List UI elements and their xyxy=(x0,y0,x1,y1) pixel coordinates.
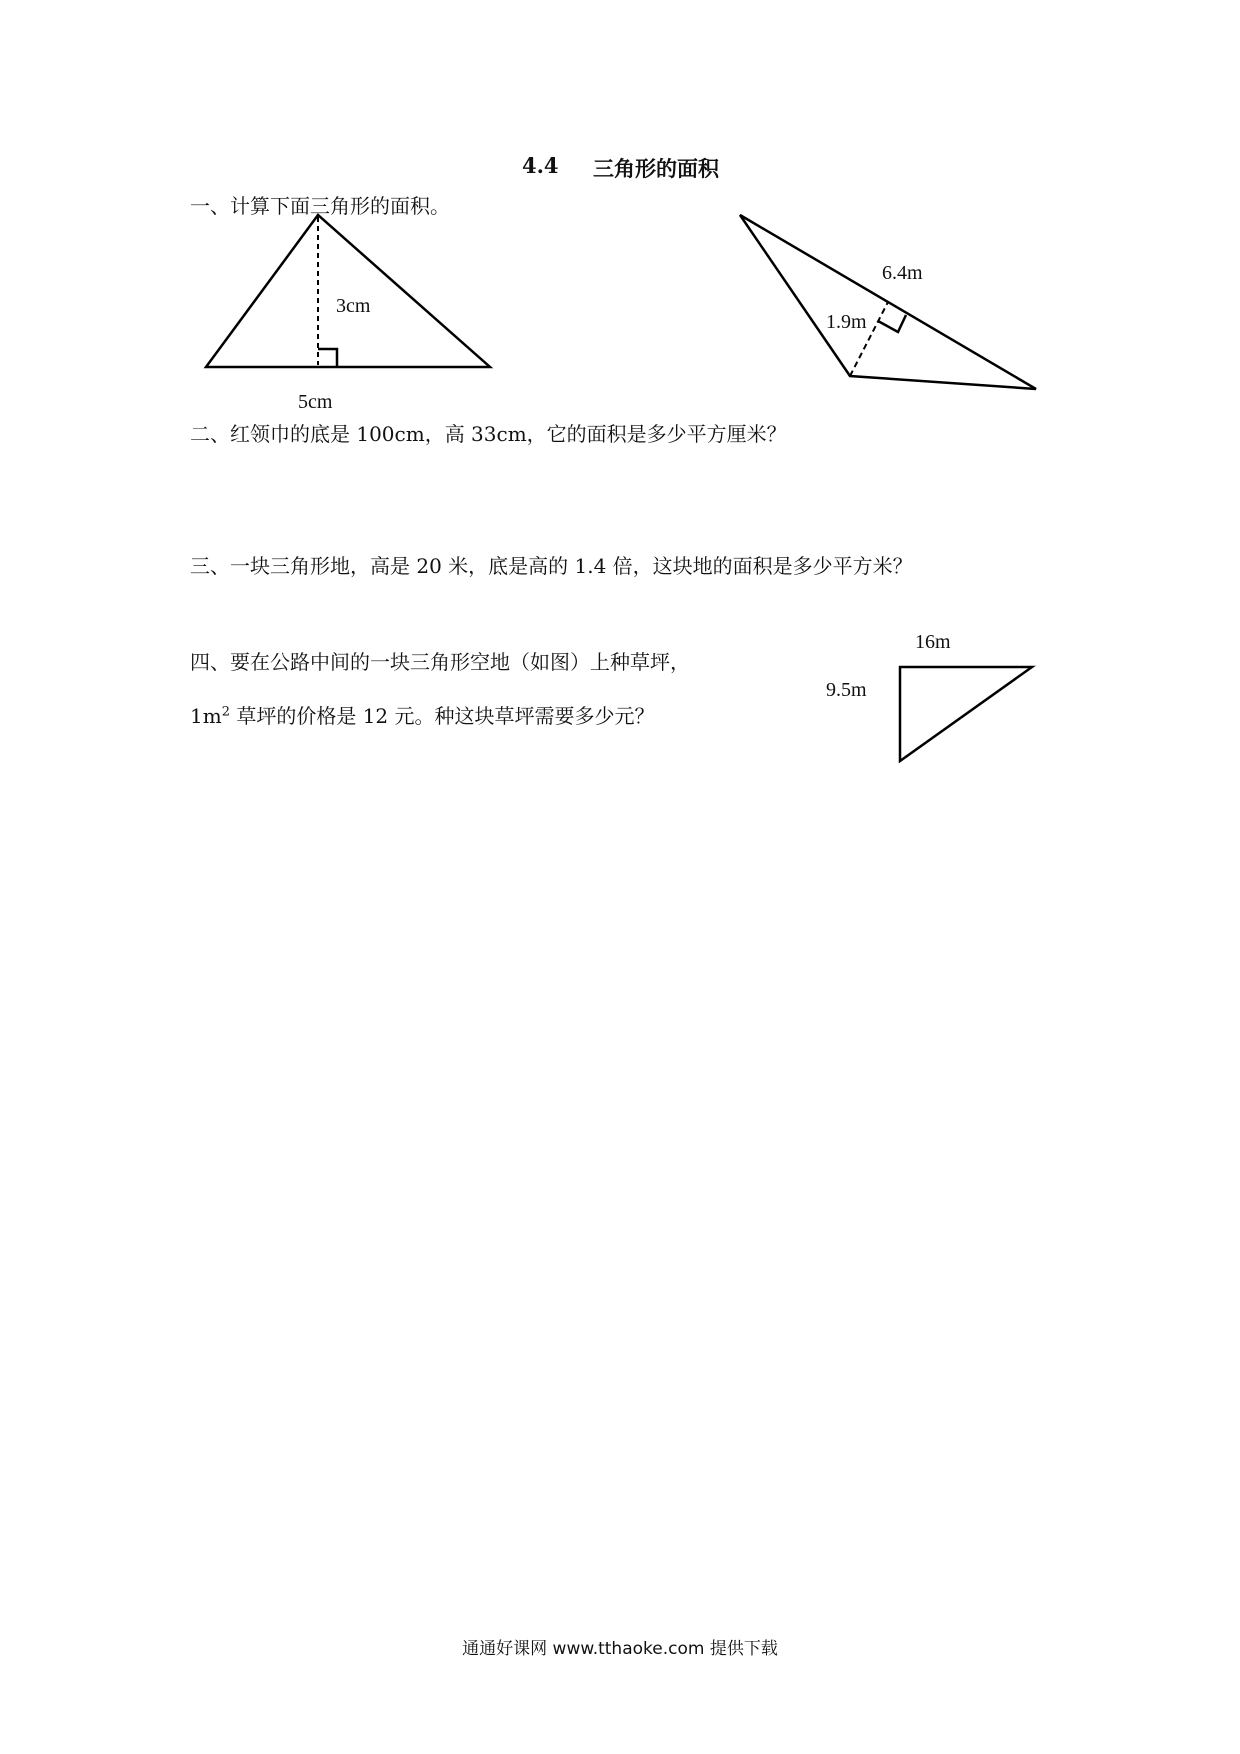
question-2-number: 二、 xyxy=(190,422,230,446)
page-title: 三角形的面积 xyxy=(593,156,719,181)
triangle-a-shape xyxy=(206,215,490,367)
question-4-text-line-2: 草坪的价格是 12 元。种这块草坪需要多少元？ xyxy=(236,704,655,728)
question-3-text: 一块三角形地，高是 20 米，底是高的 1.4 倍，这块地的面积是多少平方米？ xyxy=(230,554,913,578)
right-triangle-shape xyxy=(900,667,1032,761)
footer-text: 通通好课网 www.tthaoke.com 提供下载 xyxy=(462,1639,778,1659)
triangle-a-base-label: 5cm xyxy=(298,391,333,413)
triangle-a-height-label: 3cm xyxy=(336,295,371,317)
question-4-line-1 xyxy=(190,646,690,675)
section-number: 4.4 xyxy=(522,153,559,178)
question-1-number: 一、 xyxy=(190,194,230,218)
right-triangle-figure xyxy=(900,667,1032,761)
question-4-text-line-1: 要在公路中间的一块三角形空地（如图）上种草坪， xyxy=(230,650,690,674)
triangle-b-base-label: 6.4m xyxy=(882,262,923,284)
question-2-text: 红领巾的底是 100cm，高 33cm，它的面积是多少平方厘米？ xyxy=(230,422,787,446)
triangle-b-height-label: 1.9m xyxy=(826,311,867,333)
question-1-text: 计算下面三角形的面积。 xyxy=(230,194,450,218)
question-3 xyxy=(190,550,913,579)
question-4-number: 四、 xyxy=(190,650,230,674)
triangle-a-figure xyxy=(206,215,490,367)
right-angle-marker-a xyxy=(318,349,337,367)
right-triangle-side-label: 9.5m xyxy=(826,679,867,701)
area-unit: 1m xyxy=(190,704,222,728)
question-4-line-2 xyxy=(190,700,655,729)
right-angle-marker-b xyxy=(878,315,906,332)
triangle-b-figure xyxy=(740,215,1036,389)
question-3-number: 三、 xyxy=(190,554,230,578)
question-2 xyxy=(190,418,787,447)
right-triangle-top-label: 16m xyxy=(915,631,951,653)
area-unit-exponent: 2 xyxy=(221,704,230,720)
